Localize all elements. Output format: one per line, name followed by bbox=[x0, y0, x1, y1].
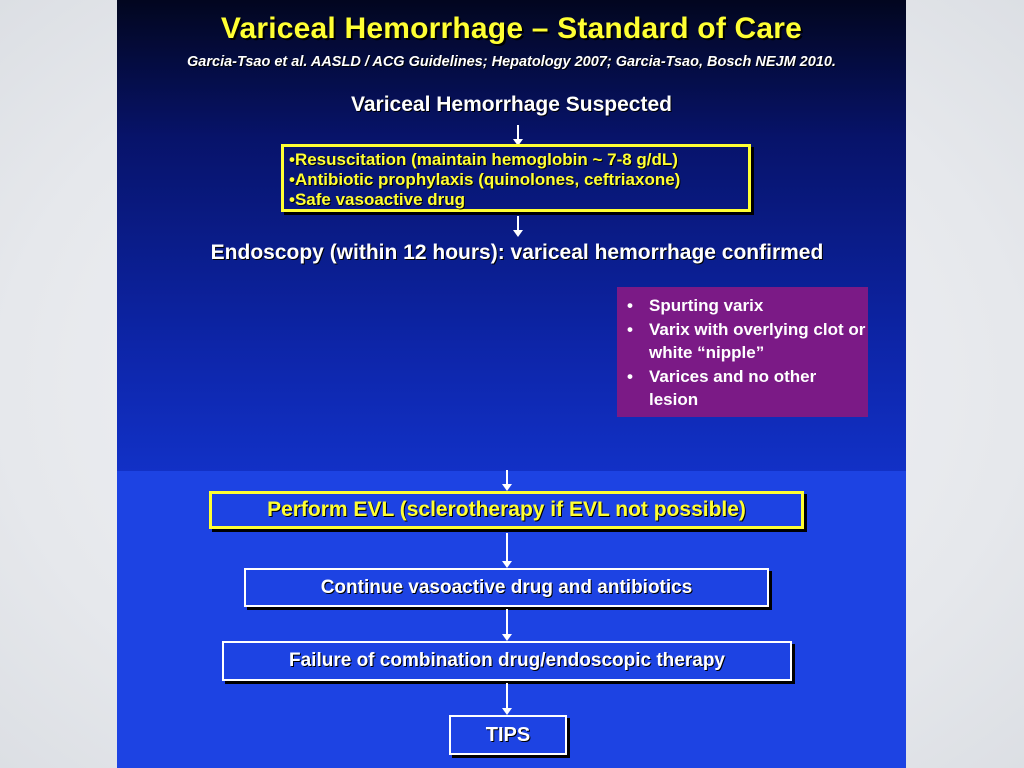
arrow-icon bbox=[506, 470, 508, 485]
continue-therapy-box bbox=[244, 568, 769, 607]
diagnostic-criteria-box bbox=[617, 287, 868, 417]
tips-box bbox=[449, 715, 567, 755]
failure-label: Failure of combination drug/endoscopic therapy bbox=[289, 650, 725, 671]
arrow-icon bbox=[506, 533, 508, 562]
criteria-item: • Varices and no other lesion bbox=[617, 365, 868, 412]
initial-step-item: •Safe vasoactive drug bbox=[289, 190, 466, 209]
failure-box bbox=[222, 641, 792, 681]
suspected-heading: Variceal Hemorrhage Suspected bbox=[351, 93, 672, 116]
initial-step-item: •Antibiotic prophylaxis (quinolones, ceftriaxone) bbox=[289, 170, 681, 189]
initial-management-box bbox=[281, 144, 751, 212]
arrow-icon bbox=[506, 609, 508, 635]
evl-label: Perform EVL (sclerotherapy if EVL not possible) bbox=[267, 498, 746, 521]
evl-box bbox=[209, 491, 804, 529]
slide-subtitle: Garcia-Tsao et al. AASLD / ACG Guidelines; Hepatology 2007; Garcia-Tsao, Bosch NEJM 2010. bbox=[187, 54, 836, 70]
arrow-icon bbox=[517, 125, 519, 140]
criteria-item: • Varix with overlying clot or white “nipple” bbox=[617, 318, 868, 365]
initial-step-item: •Resuscitation (maintain hemoglobin ~ 7-8 g/dL) bbox=[289, 150, 678, 169]
slide bbox=[117, 0, 906, 768]
slide-title: Variceal Hemorrhage – Standard of Care bbox=[220, 12, 803, 45]
criteria-item: • Spurting varix bbox=[617, 294, 868, 318]
continue-therapy-label: Continue vasoactive drug and antibiotics bbox=[320, 576, 693, 598]
tips-label: TIPS bbox=[485, 723, 531, 746]
arrow-icon bbox=[517, 216, 519, 231]
endoscopy-heading: Endoscopy (within 12 hours): variceal hemorrhage confirmed bbox=[210, 241, 824, 264]
arrow-icon bbox=[506, 683, 508, 709]
